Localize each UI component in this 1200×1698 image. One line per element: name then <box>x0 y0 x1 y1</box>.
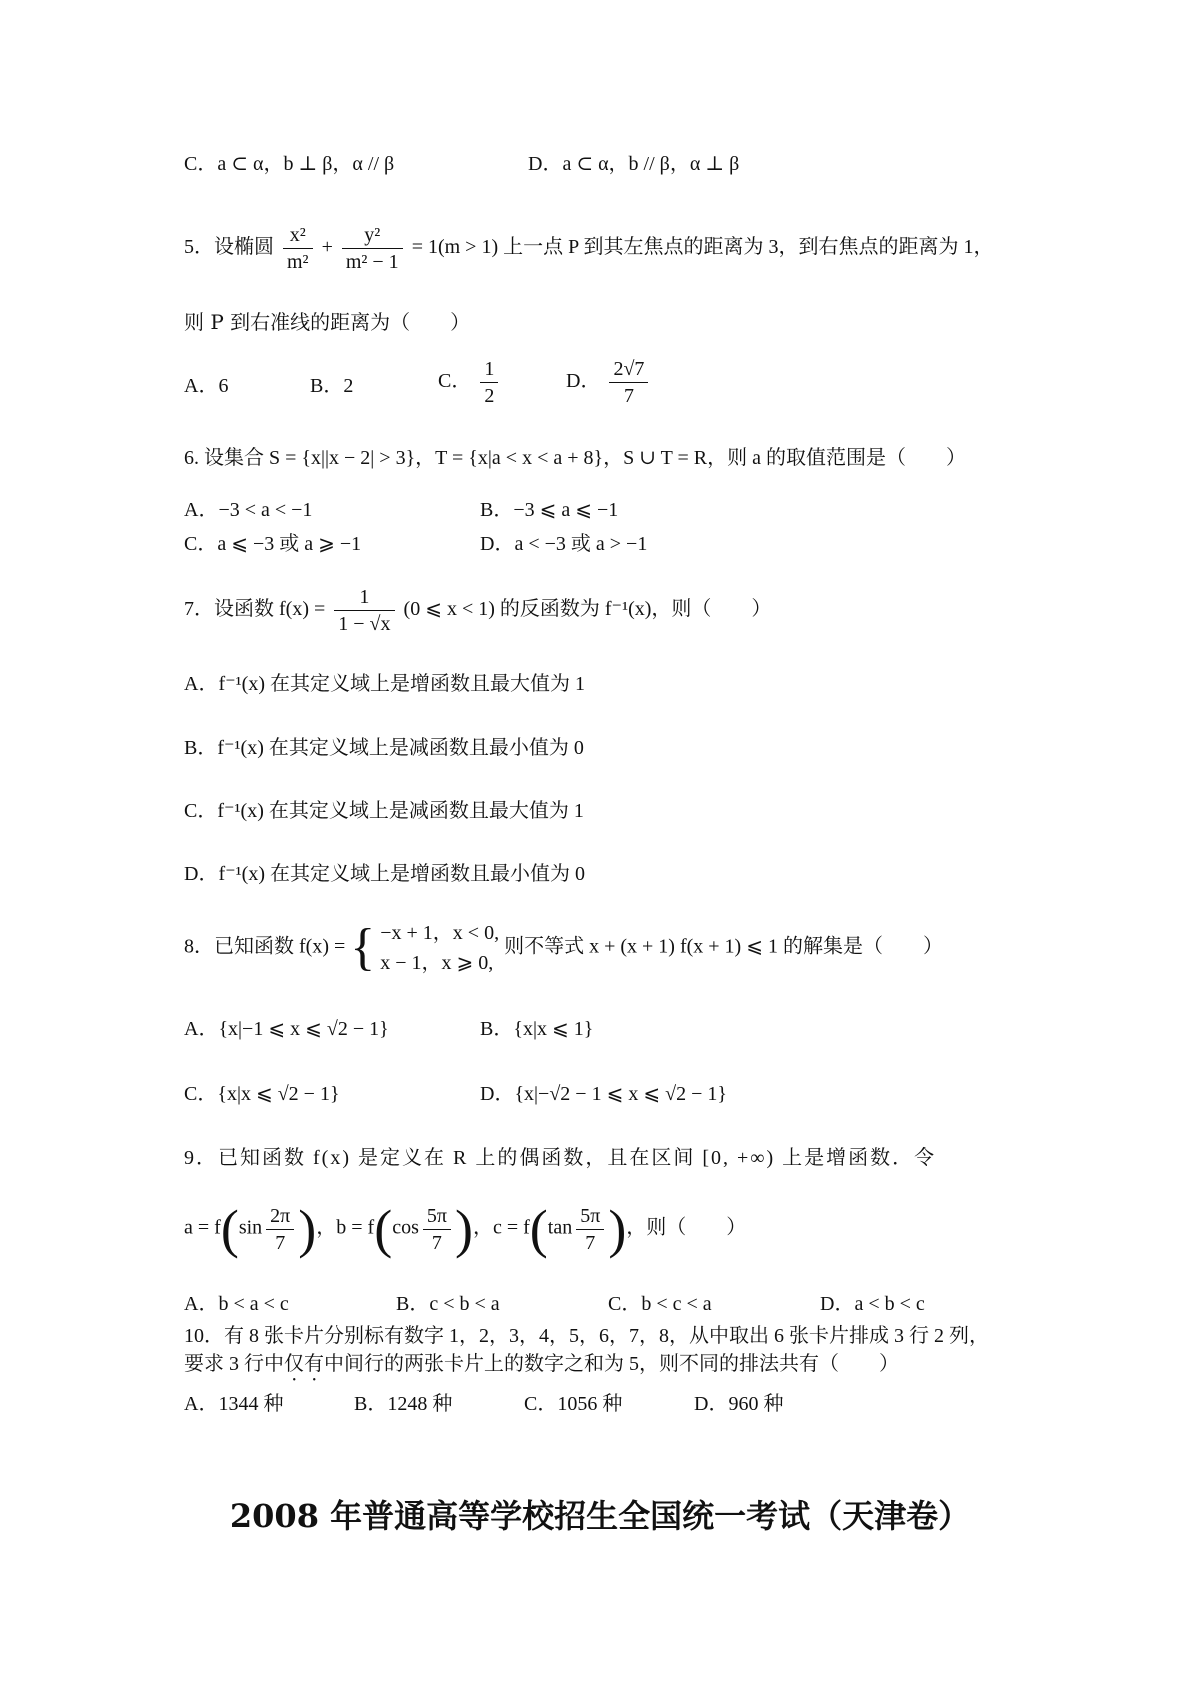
q5-option-c-den: 2 <box>484 385 495 407</box>
q10-line2 <box>184 1350 899 1386</box>
q9-a-fraction <box>266 1203 294 1256</box>
q9-line2 <box>184 1199 747 1259</box>
q6-option-d: D．a < −3 或 a > −1 <box>480 533 648 555</box>
q5-frac2-numerator: y² <box>342 222 403 249</box>
q5-option-b: B．2 <box>310 375 354 397</box>
q10-emphasis: 仅有 <box>284 1353 324 1375</box>
q5-frac1-denominator: m² <box>287 251 309 273</box>
q5-option-c-fraction <box>480 356 498 409</box>
q5-option-c <box>438 356 502 409</box>
q5-option-d-label: D． <box>566 370 601 393</box>
q7-option-b: B．f⁻¹(x) 在其定义域上是减函数且最小值为 0 <box>184 737 584 759</box>
q5-option-d <box>566 356 652 409</box>
q5-option-c-num: 1 <box>480 356 498 383</box>
q9-option-d: D．a < b < c <box>820 1293 925 1315</box>
q10-option-d: D．960 种 <box>694 1393 784 1415</box>
q5-option-d-den: 7 <box>623 385 634 407</box>
q9-option-b: B．c < b < a <box>396 1293 500 1315</box>
q5-plus: + <box>321 236 333 259</box>
q10-line2-post: 中间行的两张卡片上的数字之和为 5，则不同的排法共有（ ） <box>324 1353 899 1375</box>
exam-title: 2008 年普通高等学校招生全国统一考试（天津卷） <box>229 1497 971 1535</box>
q10-line1: 10．有 8 张卡片分别标有数字 1，2，3，4，5，6，7，8，从中取出 6 张卡片排成 3 行 2 列， <box>184 1325 989 1347</box>
q4-option-d: D．a ⊂ α，b // β，α ⊥ β <box>528 153 740 175</box>
q7-prefix: 7．设函数 f(x) = <box>184 598 326 621</box>
q8-option-a: A．{x|−1 ⩽ x ⩽ √2 − 1} <box>184 1018 389 1040</box>
q9-b-num: 5π <box>423 1203 451 1230</box>
q9-c-close-paren: ) <box>608 1199 627 1259</box>
q9-option-a: A．b < a < c <box>184 1293 289 1315</box>
q5-line2: 则 P 到右准线的距离为（ ） <box>184 310 471 334</box>
q8-option-b: B．{x|x ⩽ 1} <box>480 1018 594 1040</box>
q9-a-num: 2π <box>266 1203 294 1230</box>
q7-frac-numerator: 1 <box>334 584 394 611</box>
q8-case2: x − 1，x ⩾ 0, <box>380 952 494 974</box>
q6-option-a: A．−3 < a < −1 <box>184 499 313 521</box>
q8-option-c: C．{x|x ⩽ √2 − 1} <box>184 1083 340 1105</box>
q6-option-c: C．a ⩽ −3 或 a ⩾ −1 <box>184 533 362 555</box>
q9-b-function: cos <box>392 1216 419 1239</box>
q9-b-open-paren: ( <box>374 1199 393 1259</box>
q7-suffix: (0 ⩽ x < 1) 的反函数为 f⁻¹(x)，则（ ） <box>403 598 772 621</box>
q8-suffix: 则不等式 x + (x + 1) f(x + 1) ⩽ 1 的解集是（ ） <box>504 935 943 958</box>
q7-option-c: C．f⁻¹(x) 在其定义域上是减函数且最大值为 1 <box>184 800 584 822</box>
q9-a-function: sin <box>238 1216 263 1239</box>
q9-tail: ，则（ ） <box>626 1216 747 1239</box>
q7-fraction <box>334 584 394 637</box>
q9-a-den: 7 <box>275 1231 286 1254</box>
q10-option-c: C．1056 种 <box>524 1393 623 1415</box>
q7-option-a: A．f⁻¹(x) 在其定义域上是增函数且最大值为 1 <box>184 673 585 695</box>
q8-piecewise <box>380 918 499 978</box>
q9-line1: 9．已知函数 f(x) 是定义在 R 上的偶函数，且在区间 [0, +∞) 上是增函数．令 <box>184 1147 937 1169</box>
q8-left-brace: { <box>350 919 376 976</box>
q8-stem <box>184 918 943 978</box>
q10-line2-pre: 要求 3 行中 <box>184 1353 284 1375</box>
q8-option-d: D．{x|−√2 − 1 ⩽ x ⩽ √2 − 1} <box>480 1083 727 1105</box>
q7-frac-denominator: 1 − √x <box>338 613 391 635</box>
q9-b-den: 7 <box>431 1231 442 1254</box>
q5-option-c-label: C． <box>438 370 472 393</box>
q10-option-b: B．1248 种 <box>354 1393 453 1415</box>
q6-option-b: B．−3 ⩽ a ⩽ −1 <box>480 499 619 521</box>
q5-frac1-numerator: x² <box>283 222 313 249</box>
q9-c-open-paren: ( <box>529 1199 548 1259</box>
q10-option-a: A．1344 种 <box>184 1393 284 1415</box>
q9-c-den: 7 <box>585 1231 596 1254</box>
q7-stem <box>184 584 771 637</box>
q9-c-num: 5π <box>576 1203 604 1230</box>
q5-option-d-fraction <box>609 356 648 409</box>
q5-suffix: = 1(m > 1) 上一点 P 到其左焦点的距离为 3，到右焦点的距离为 1， <box>411 236 994 259</box>
q4-option-c: C．a ⊂ α，b ⊥ β，α // β <box>184 153 395 175</box>
q9-c-fraction <box>576 1203 604 1256</box>
q5-option-a: A．6 <box>184 375 229 397</box>
q5-prefix: 5．设椭圆 <box>184 236 274 259</box>
q9-b-close-paren: ) <box>454 1199 473 1259</box>
q9-c-prefix: ，c = f <box>472 1216 530 1239</box>
q9-b-fraction <box>423 1203 451 1256</box>
q5-fraction-y <box>342 222 403 275</box>
q6-stem: 6. 设集合 S = {x||x − 2| > 3}，T = {x|a < x < a + 8}，S ∪ T = R，则 a 的取值范围是（ ） <box>184 447 966 469</box>
q9-c-function: tan <box>547 1216 573 1239</box>
q9-option-c: C．b < c < a <box>608 1293 712 1315</box>
q9-a-prefix: a = f <box>184 1216 221 1239</box>
q5-fraction-x <box>283 222 313 275</box>
q8-case1: −x + 1，x < 0, <box>380 922 500 944</box>
q7-option-d: D．f⁻¹(x) 在其定义域上是增函数且最小值为 0 <box>184 863 585 885</box>
q9-b-prefix: ，b = f <box>316 1216 375 1239</box>
q5-stem <box>184 222 994 275</box>
q9-a-close-paren: ) <box>298 1199 317 1259</box>
q5-frac2-denominator: m² − 1 <box>345 251 399 273</box>
q9-a-open-paren: ( <box>220 1199 239 1259</box>
q5-option-d-num: 2√7 <box>609 356 648 383</box>
q8-prefix: 8．已知函数 f(x) = <box>184 935 346 958</box>
